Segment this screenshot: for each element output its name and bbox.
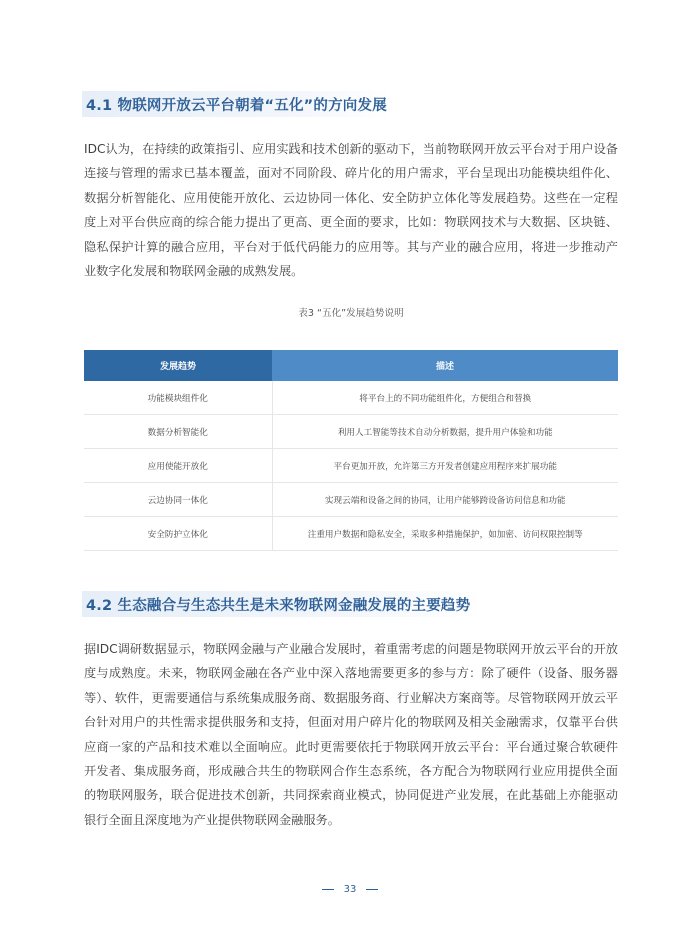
trend-cell: 应用使能开放化 bbox=[84, 449, 272, 483]
trend-cell: 数据分析智能化 bbox=[84, 415, 272, 449]
description-cell: 注重用户数据和隐私安全，采取多种措施保护，如加密、访问权限控制等 bbox=[272, 517, 618, 551]
section-heading-4-1 bbox=[82, 91, 387, 117]
section-paragraph: 据IDC调研数据显示，物联网金融与产业融合发展时，着重需考虑的问题是物联网开放云平台的开放度与成熟度。未来，物联网金融在各产业中深入落地需要更多的参与方：除了硬件（设备、服务器等）、软件，更需要通信与系统集成服务商、数据服务商、行业解决方案商等。尽管物联网开放云平台针对用户的共性需求提供服务和支持，但面对用户碎片化的物联网及相关金融需求，仅靠平台供应商一家的产品和技术难以全面响应。此时更需要依托于物联网开放云平台：平台通过聚合软硬件开发者、集成服务商，形成融合共生的物联网合作生态系统，各方配合为物联网行业应用提供全面的物联网服务，联合促进技术创新，共同探索商业模式，协同促进产业发展，在此基础上亦能驱动银行全面且深度地为产业提供物联网金融服务。 bbox=[84, 642, 618, 827]
table-row bbox=[84, 381, 618, 415]
page-number: 33 bbox=[343, 884, 357, 895]
footer-dash-right bbox=[366, 889, 378, 890]
table-row bbox=[84, 517, 618, 551]
trend-table bbox=[84, 350, 618, 551]
description-cell: 将平台上的不同功能组件化，方便组合和替换 bbox=[272, 381, 618, 415]
description-cell: 平台更加开放，允许第三方开发者创建应用程序来扩展功能 bbox=[272, 449, 618, 483]
trend-cell: 功能模块组件化 bbox=[84, 381, 272, 415]
table-caption: 表3 “五化”发展趋势说明 bbox=[298, 308, 404, 319]
column-header-description: 描述 bbox=[272, 350, 618, 381]
description-cell: 利用人工智能等技术自动分析数据，提升用户体验和功能 bbox=[272, 415, 618, 449]
footer-dash-left bbox=[322, 889, 334, 890]
column-header-trend: 发展趋势 bbox=[84, 350, 272, 381]
page-footer bbox=[0, 884, 700, 895]
table-row bbox=[84, 415, 618, 449]
section-heading-4-2 bbox=[82, 591, 470, 617]
trend-cell: 安全防护立体化 bbox=[84, 517, 272, 551]
section-title: 4.2 生态融合与生态共生是未来物联网金融发展的主要趋势 bbox=[86, 597, 471, 614]
trend-cell: 云边协同一体化 bbox=[84, 483, 272, 517]
section-paragraph: IDC认为，在持续的政策指引、应用实践和技术创新的驱动下，当前物联网开放云平台对于用户设备连接与管理的需求已基本覆盖，面对不同阶段、碎片化的用户需求，平台呈现出功能模块组件化、数据分析智能化、应用使能开放化、云边协同一体化、安全防护立体化等发展趋势。这些在一定程度上对平台供应商的综合能力提出了更高、更全面的要求，比如：物联网技术与大数据、区块链、隐私保护计算的融合应用，平台对于低代码能力的应用等。其与产业的融合应用，将进一步推动产业数字化发展和物联网金融的成熟发展。 bbox=[84, 142, 618, 279]
description-cell: 实现云端和设备之间的协同，让用户能够跨设备访问信息和功能 bbox=[272, 483, 618, 517]
table-row bbox=[84, 449, 618, 483]
table-header-row bbox=[84, 350, 618, 381]
table-row bbox=[84, 483, 618, 517]
section-title: 4.1 物联网开放云平台朝着“五化”的方向发展 bbox=[86, 97, 387, 114]
